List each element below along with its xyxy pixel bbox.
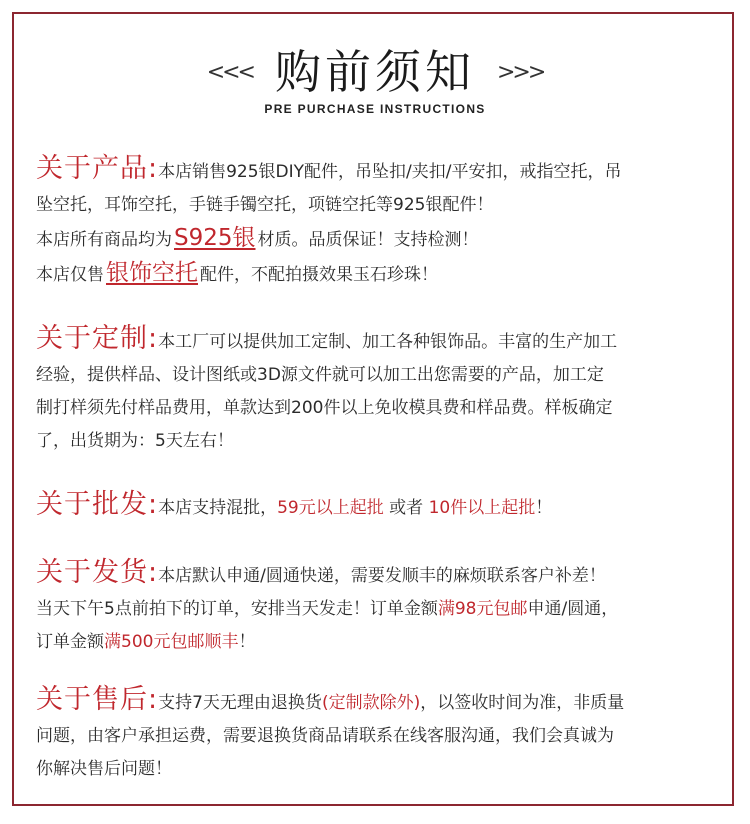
product-line-2: 坠空托，耳饰空托，手链手镯空托，项链空托等925银配件！ — [36, 195, 494, 215]
min-quantity-highlight: 10件以上起批 — [428, 498, 536, 518]
section-title: 关于发货: — [36, 557, 159, 588]
custom-line-2: 经验，提供样品、设计图纸或3D源文件就可以加工出您需要的产品，加工定 — [36, 365, 604, 385]
section-shipping — [36, 556, 720, 659]
section-product — [36, 152, 720, 292]
shipping-line-2c: 申通/圆通， — [527, 599, 619, 619]
aftersale-line-2: 问题，由客户承担运费，需要退换货商品请联系在线客服沟通，我们会真诚为 — [36, 726, 614, 746]
shipping-line-1: 本店默认申通/圆通快递，需要发顺丰的麻烦联系客户补差！ — [158, 566, 606, 586]
right-chevrons-icon: >>> — [497, 59, 544, 85]
product-line-4c: 配件，不配拍摄效果玉石珍珠！ — [200, 265, 438, 285]
material-highlight: S925银 — [174, 225, 256, 251]
page-subtitle: PRE PURCHASE INSTRUCTIONS — [264, 102, 486, 116]
section-title: 关于批发: — [36, 489, 159, 520]
header — [0, 44, 750, 116]
section-wholesale — [36, 488, 720, 525]
section-title: 关于产品: — [36, 153, 159, 184]
wholesale-text-c: 或者 — [389, 498, 424, 518]
section-custom — [36, 322, 720, 458]
section-title: 关于售后: — [36, 684, 159, 715]
product-line-3c: 材质。品质保证！支持检测！ — [257, 230, 479, 250]
section-aftersale — [36, 683, 720, 786]
free-shipping-98-highlight: 满98元包邮 — [437, 599, 528, 619]
aftersale-line-1c: ，以签收时间为准，非质量 — [420, 693, 625, 713]
product-line-4a: 本店仅售 — [36, 265, 104, 285]
custom-line-3: 制打样须先付样品费用，单款达到200件以上免收模具费和样品费。样板确定 — [36, 398, 613, 418]
custom-line-4: 了，出货期为：5天左右！ — [36, 431, 234, 451]
product-type-highlight: 银饰空托 — [106, 260, 198, 286]
left-chevrons-icon: <<< — [206, 59, 253, 85]
page-title: 购前须知 — [275, 45, 475, 99]
shipping-line-3a: 订单金额 — [36, 632, 104, 652]
wholesale-text-e: ！ — [535, 498, 553, 518]
section-title: 关于定制: — [36, 323, 159, 354]
aftersale-line-3: 你解决售后问题！ — [36, 759, 172, 779]
wholesale-text-a: 本店支持混批， — [158, 498, 278, 518]
product-line-3a: 本店所有商品均为 — [36, 230, 172, 250]
free-shipping-500-highlight: 满500元包邮顺丰 — [104, 632, 239, 652]
min-amount-highlight: 59元以上起批 — [277, 498, 384, 518]
product-line-1: 本店销售925银DIY配件，吊坠扣/夹扣/平安扣，戒指空托，吊 — [158, 162, 622, 182]
shipping-line-3c: ！ — [238, 632, 256, 652]
aftersale-line-1a: 支持7天无理由退换货 — [158, 693, 322, 713]
shipping-line-2a: 当天下午5点前拍下的订单，安排当天发走！订单金额 — [36, 599, 438, 619]
custom-exclusion-highlight: (定制款除外) — [321, 693, 421, 713]
custom-line-1: 本工厂可以提供加工定制、加工各种银饰品。丰富的生产加工 — [158, 332, 618, 352]
